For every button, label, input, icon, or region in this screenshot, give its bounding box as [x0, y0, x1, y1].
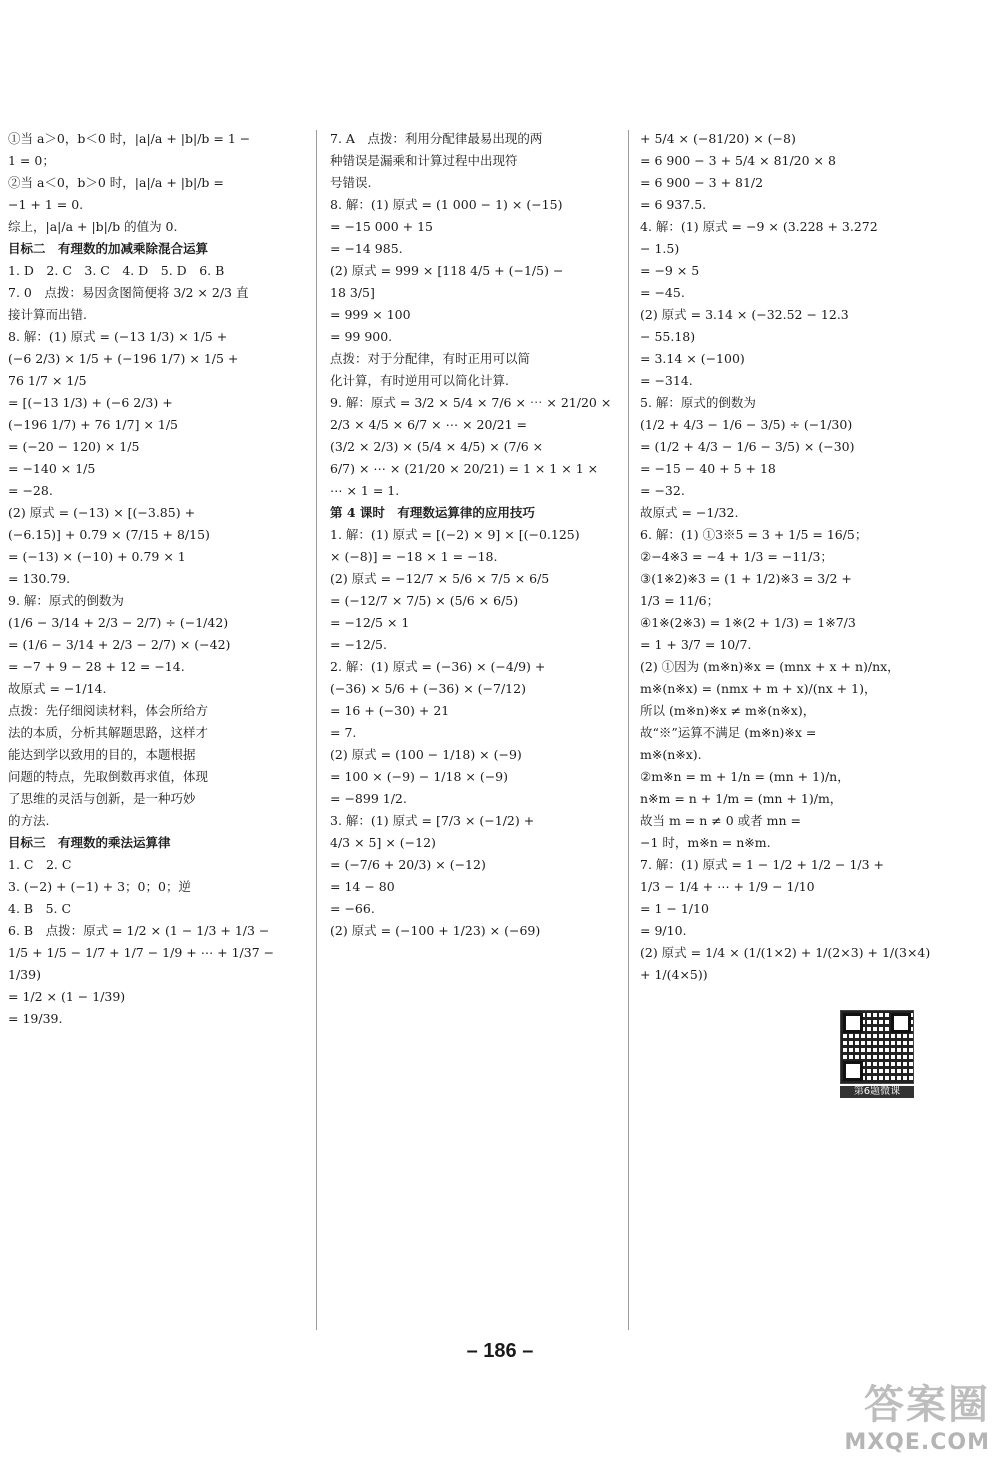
text-line: (2) 原式 = 1/4 × (1/(1×2) + 1/(2×3) + 1/(3×4): [640, 946, 930, 960]
text-line: 8. 解：(1) 原式 = (−13 1/3) × 1/5 +: [8, 330, 228, 344]
text-line: = (1/6 − 3/14 + 2/3 − 2/7) × (−42): [8, 638, 231, 652]
text-line: = −15 000 + 15: [330, 220, 433, 234]
text-line: = −28.: [8, 484, 53, 498]
text-line: = −7 + 9 − 28 + 12 = −14.: [8, 660, 185, 674]
text-line: (−36) × 5/6 + (−36) × (−7/12): [330, 682, 526, 696]
text-line: 1/3 = 11/6；: [640, 594, 720, 608]
text-line: = 999 × 100: [330, 308, 411, 322]
text-line: = 6 937.5.: [640, 198, 707, 212]
text-line: 种错误是漏乘和计算过程中出现符: [330, 154, 518, 168]
text-line: ②当 a＜0，b＞0 时，|a|/a + |b|/b =: [8, 176, 224, 190]
text-line: ②m※n = m + 1/n = (mn + 1)/n，: [640, 770, 850, 784]
qr-code-block[interactable]: [840, 1010, 914, 1096]
text-line: = −14 985.: [330, 242, 403, 256]
text-line: 3. 解：(1) 原式 = [7/3 × (−1/2) +: [330, 814, 535, 828]
text-line: 了思维的灵活与创新，是一种巧妙: [8, 792, 196, 806]
watermark-logo: 答案圈: [864, 1382, 990, 1428]
section-heading: 目标三 有理数的乘法运算律: [8, 836, 171, 850]
column-divider-1: [316, 130, 317, 1330]
text-line: 7. 解：(1) 原式 = 1 − 1/2 + 1/2 − 1/3 +: [640, 858, 885, 872]
text-line: = 130.79.: [8, 572, 71, 586]
text-line: = −15 − 40 + 5 + 18: [640, 462, 776, 476]
text-line: = 6 900 − 3 + 81/2: [640, 176, 764, 190]
section-heading: 目标二 有理数的加减乘除混合运算: [8, 242, 209, 256]
text-line: ③(1※2)※3 = (1 + 1/2)※3 = 3/2 +: [640, 572, 852, 586]
text-line: = −899 1/2.: [330, 792, 407, 806]
text-line: (2) 原式 = −12/7 × 5/6 × 7/5 × 6/5: [330, 572, 550, 586]
text-line: = 9/10.: [640, 924, 687, 938]
text-line: = 1 − 1/10: [640, 902, 709, 916]
text-line: 18 3/5]: [330, 286, 375, 300]
text-line: (1/2 + 4/3 − 1/6 − 3/5) ÷ (−1/30): [640, 418, 853, 432]
text-line: ⋯ × 1 = 1.: [330, 484, 400, 498]
text-line: 所以 (m※n)※x ≠ m※(n※x)，: [640, 704, 816, 718]
text-line: = 7.: [330, 726, 357, 740]
text-line: 5. 解：原式的倒数为: [640, 396, 756, 410]
text-line: = (−12/7 × 7/5) × (5/6 × 6/5): [330, 594, 519, 608]
text-line: 6. 解：(1) ①3※5 = 3 + 1/5 = 16/5；: [640, 528, 868, 542]
text-line: −1 时，m※n = n※m.: [640, 836, 771, 850]
text-line: 故当 m = n ≠ 0 或者 mn =: [640, 814, 801, 828]
text-line: 1/3 − 1/4 + ⋯ + 1/9 − 1/10: [640, 880, 815, 894]
text-line: 点拨：对于分配律，有时正用可以简: [330, 352, 531, 366]
text-line: (2) ①因为 (m※n)※x = (mnx + x + n)/nx，: [640, 660, 900, 674]
text-line: = [(−13 1/3) + (−6 2/3) +: [8, 396, 173, 410]
text-line: − 1.5): [640, 242, 680, 256]
text-line: = 100 × (−9) − 1/18 × (−9): [330, 770, 508, 784]
text-line: 7. 0 点拨：易因贪图简便将 3/2 × 2/3 直: [8, 286, 249, 300]
text-line: 6. B 点拨：原式 = 1/2 × (1 − 1/3 + 1/3 −: [8, 924, 270, 938]
text-line: = −32.: [640, 484, 685, 498]
watermark: [790, 1380, 990, 1465]
text-line: = 6 900 − 3 + 5/4 × 81/20 × 8: [640, 154, 836, 168]
section-heading: 第 4 课时 有理数运算律的应用技巧: [330, 506, 535, 520]
text-line: = 19/39.: [8, 1012, 63, 1026]
qr-caption: 第6题微课: [840, 1086, 914, 1098]
text-line: 化计算，有时逆用可以简化计算.: [330, 374, 509, 388]
text-line: 76 1/7 × 1/5: [8, 374, 87, 388]
column-middle: [330, 132, 620, 938]
text-line: 综上，|a|/a + |b|/b 的值为 0.: [8, 220, 178, 234]
text-line: = 3.14 × (−100): [640, 352, 745, 366]
page-number: – 186 –: [466, 1340, 534, 1362]
text-line: 8. 解：(1) 原式 = (1 000 − 1) × (−15): [330, 198, 563, 212]
text-line: = −140 × 1/5: [8, 462, 96, 476]
text-line: + 1/(4×5)): [640, 968, 708, 982]
text-line: = (−20 − 120) × 1/5: [8, 440, 140, 454]
text-line: 法的本质，分析其解题思路，这样才: [8, 726, 209, 740]
text-line: 问题的特点，先取倒数再求值，体现: [8, 770, 209, 784]
text-line: (3/2 × 2/3) × (5/4 × 4/5) × (7/6 ×: [330, 440, 544, 454]
text-line: 7. A 点拨：利用分配律最易出现的两: [330, 132, 543, 146]
text-line: (−6.15)] + 0.79 × (7/15 + 8/15): [8, 528, 210, 542]
text-line: = (−7/6 + 20/3) × (−12): [330, 858, 486, 872]
text-line: 1/5 + 1/5 − 1/7 + 1/7 − 1/9 + ⋯ + 1/37 −: [8, 946, 275, 960]
text-line: 1/39): [8, 968, 41, 982]
column-left: [8, 132, 304, 1026]
text-line: = (1/2 + 4/3 − 1/6 − 3/5) × (−30): [640, 440, 855, 454]
watermark-url: MXQE.COM: [844, 1430, 990, 1455]
text-line: = −12/5 × 1: [330, 616, 410, 630]
text-line: 号错误.: [330, 176, 372, 190]
text-line: 2/3 × 4/5 × 6/7 × ⋯ × 20/21 =: [330, 418, 528, 432]
text-line: 故原式 = −1/32.: [640, 506, 739, 520]
text-line: = 14 − 80: [330, 880, 395, 894]
text-line: 的方法.: [8, 814, 50, 828]
text-line: 2. 解：(1) 原式 = (−36) × (−4/9) +: [330, 660, 546, 674]
text-line: 9. 解：原式 = 3/2 × 5/4 × 7/6 × ⋯ × 21/20 ×: [330, 396, 612, 410]
text-line: 3. (−2) + (−1) + 3；0；0；逆: [8, 880, 191, 894]
text-line: 4. 解：(1) 原式 = −9 × (3.228 + 3.272: [640, 220, 878, 234]
text-line: −1 + 1 = 0.: [8, 198, 84, 212]
text-line: (2) 原式 = (−100 + 1/23) × (−69): [330, 924, 541, 938]
text-line: = −45.: [640, 286, 685, 300]
text-line: (1/6 − 3/14 + 2/3 − 2/7) ÷ (−1/42): [8, 616, 229, 630]
text-line: = −9 × 5: [640, 264, 700, 278]
text-line: = 1/2 × (1 − 1/39): [8, 990, 126, 1004]
text-line: 能达到学以致用的目的，本题根据: [8, 748, 196, 762]
text-line: ①当 a＞0，b＜0 时，|a|/a + |b|/b = 1 −: [8, 132, 251, 146]
text-line: (−6 2/3) × 1/5 + (−196 1/7) × 1/5 +: [8, 352, 239, 366]
text-line: m※(n※x) = (nmx + m + x)/(nx + 1)，: [640, 682, 877, 696]
column-right: [640, 132, 930, 982]
text-line: = −66.: [330, 902, 375, 916]
text-line: = 99 900.: [330, 330, 393, 344]
text-line: (2) 原式 = (−13) × [(−3.85) +: [8, 506, 196, 520]
text-line: = 1 + 3/7 = 10/7.: [640, 638, 752, 652]
text-line: ②−4※3 = −4 + 1/3 = −11/3；: [640, 550, 833, 564]
text-line: 故“※”运算不满足 (m※n)※x =: [640, 726, 817, 740]
text-line: 接计算而出错.: [8, 308, 87, 322]
text-line: 4. B 5. C: [8, 902, 72, 916]
text-line: 4/3 × 5] × (−12): [330, 836, 436, 850]
text-line: − 55.18): [640, 330, 696, 344]
text-line: 故原式 = −1/14.: [8, 682, 107, 696]
text-line: 1 = 0；: [8, 154, 55, 168]
text-line: = −12/5.: [330, 638, 387, 652]
text-line: 1. D 2. C 3. C 4. D 5. D 6. B: [8, 264, 225, 278]
qr-code-icon[interactable]: [840, 1010, 914, 1084]
text-line: 6/7) × ⋯ × (21/20 × 20/21) = 1 × 1 × 1 ×: [330, 462, 599, 476]
column-divider-2: [628, 130, 629, 1330]
text-line: 1. C 2. C: [8, 858, 72, 872]
text-line: ④1※(2※3) = 1※(2 + 1/3) = 1※7/3: [640, 616, 856, 630]
text-line: 点拨：先仔细阅读材料，体会所给方: [8, 704, 209, 718]
text-line: × (−8)] = −18 × 1 = −18.: [330, 550, 498, 564]
text-line: (−196 1/7) + 76 1/7] × 1/5: [8, 418, 179, 432]
text-line: + 5/4 × (−81/20) × (−8): [640, 132, 796, 146]
text-line: = 16 + (−30) + 21: [330, 704, 450, 718]
text-line: m※(n※x).: [640, 748, 702, 762]
text-line: (2) 原式 = 3.14 × (−32.52 − 12.3: [640, 308, 849, 322]
text-line: = −314.: [640, 374, 693, 388]
text-line: 1. 解：(1) 原式 = [(−2) × 9] × [(−0.125): [330, 528, 580, 542]
text-line: (2) 原式 = (100 − 1/18) × (−9): [330, 748, 522, 762]
text-line: n※m = n + 1/m = (mn + 1)/m，: [640, 792, 843, 806]
text-line: = (−13) × (−10) + 0.79 × 1: [8, 550, 186, 564]
text-line: 9. 解：原式的倒数为: [8, 594, 124, 608]
text-line: (2) 原式 = 999 × [118 4/5 + (−1/5) −: [330, 264, 564, 278]
